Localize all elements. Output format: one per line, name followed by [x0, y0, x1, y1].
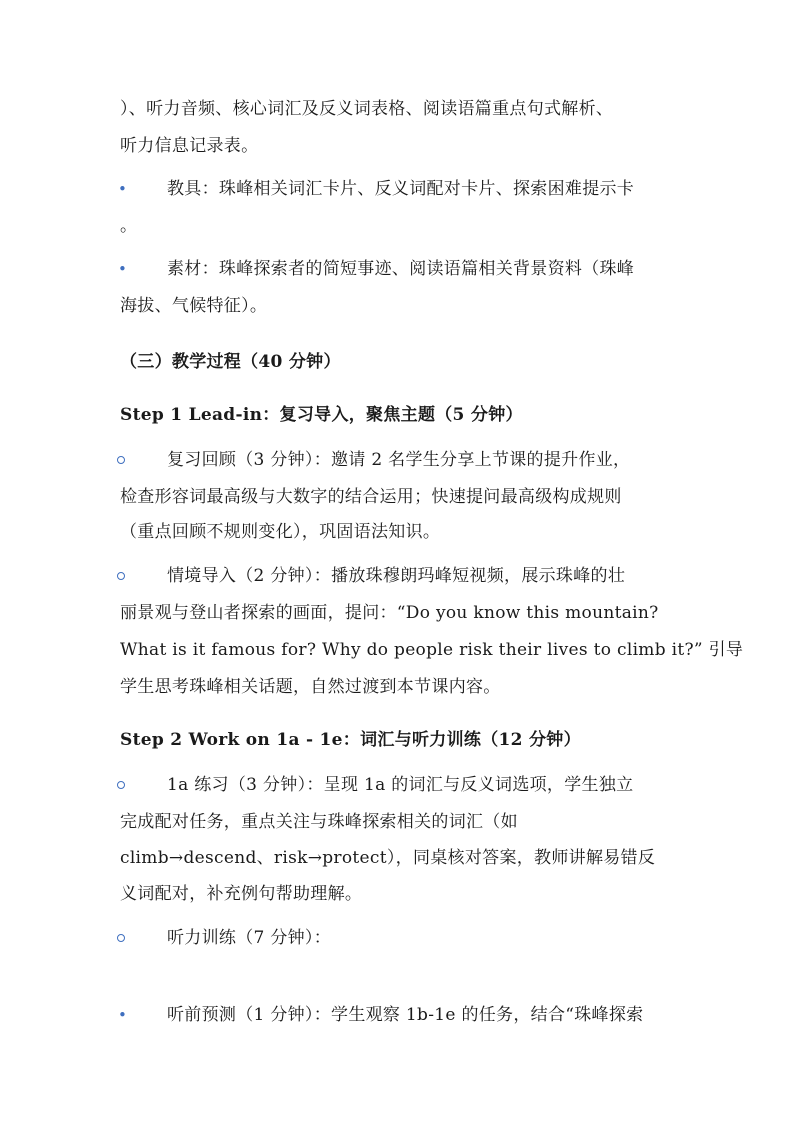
step2-heading: Step 2 Work on 1a - 1e：词汇与听力训练（12 分钟） [120, 730, 581, 750]
circle-bullet-icon [117, 934, 125, 942]
step1-heading: Step 1 Lead-in：复习导入，聚焦主题（5 分钟） [120, 405, 523, 425]
circle-bullet-icon [117, 781, 125, 789]
bullet-icon: • [118, 260, 127, 278]
prelistening-line: 听前预测（1 分钟）：学生观察 1b-1e 的任务，结合“珠峰探索 [167, 1005, 644, 1025]
bullet-icon: • [118, 180, 127, 198]
practice-1a-line-4: 义词配对，补充例句帮助理解。 [120, 884, 363, 904]
materials-line-1: ）、听力音频、核心词汇及反义词表格、阅读语篇重点句式解析、 [120, 99, 614, 119]
practice-1a-line-3: climb→descend、risk→protect），同桌核对答案，教师讲解易错反 [120, 848, 656, 868]
bullet-icon: • [118, 1006, 127, 1024]
resources-line-2: 海拔、气候特征）。 [120, 296, 268, 316]
practice-1a-line-2: 完成配对任务，重点关注与珠峰探索相关的词汇（如 [120, 812, 518, 832]
leadin-line-2: 丽景观与登山者探索的画面，提问：“Do you know this mountain? [120, 603, 659, 623]
resources-line-1: 素材：珠峰探索者的简短事迹、阅读语篇相关背景资料（珠峰 [167, 259, 635, 279]
teaching-aids-line: 教具：珠峰相关词汇卡片、反义词配对卡片、探索困难提示卡 [167, 179, 635, 199]
circle-bullet-icon [117, 572, 125, 580]
leadin-line-3: What is it famous for? Why do people risk their lives to climb it?” 引导 [120, 640, 744, 660]
materials-line-2: 听力信息记录表。 [120, 136, 259, 156]
leadin-line-1: 情境导入（2 分钟）：播放珠穆朗玛峰短视频，展示珠峰的壮 [167, 566, 626, 586]
practice-1a-line-1: 1a 练习（3 分钟）：呈现 1a 的词汇与反义词选项，学生独立 [167, 775, 634, 795]
circle-bullet-icon [117, 456, 125, 464]
listening-heading-line: 听力训练（7 分钟）： [167, 928, 332, 948]
teaching-aids-line-end: 。 [120, 216, 138, 236]
review-line-3: （重点回顾不规则变化），巩固语法知识。 [120, 522, 441, 542]
section-heading: （三）教学过程（40 分钟） [120, 352, 341, 372]
leadin-line-4: 学生思考珠峰相关话题，自然过渡到本节课内容。 [120, 677, 501, 697]
review-line-2: 检查形容词最高级与大数字的结合运用；快速提问最高级构成规则 [120, 487, 622, 507]
review-line-1: 复习回顾（3 分钟）：邀请 2 名学生分享上节课的提升作业， [167, 450, 631, 470]
